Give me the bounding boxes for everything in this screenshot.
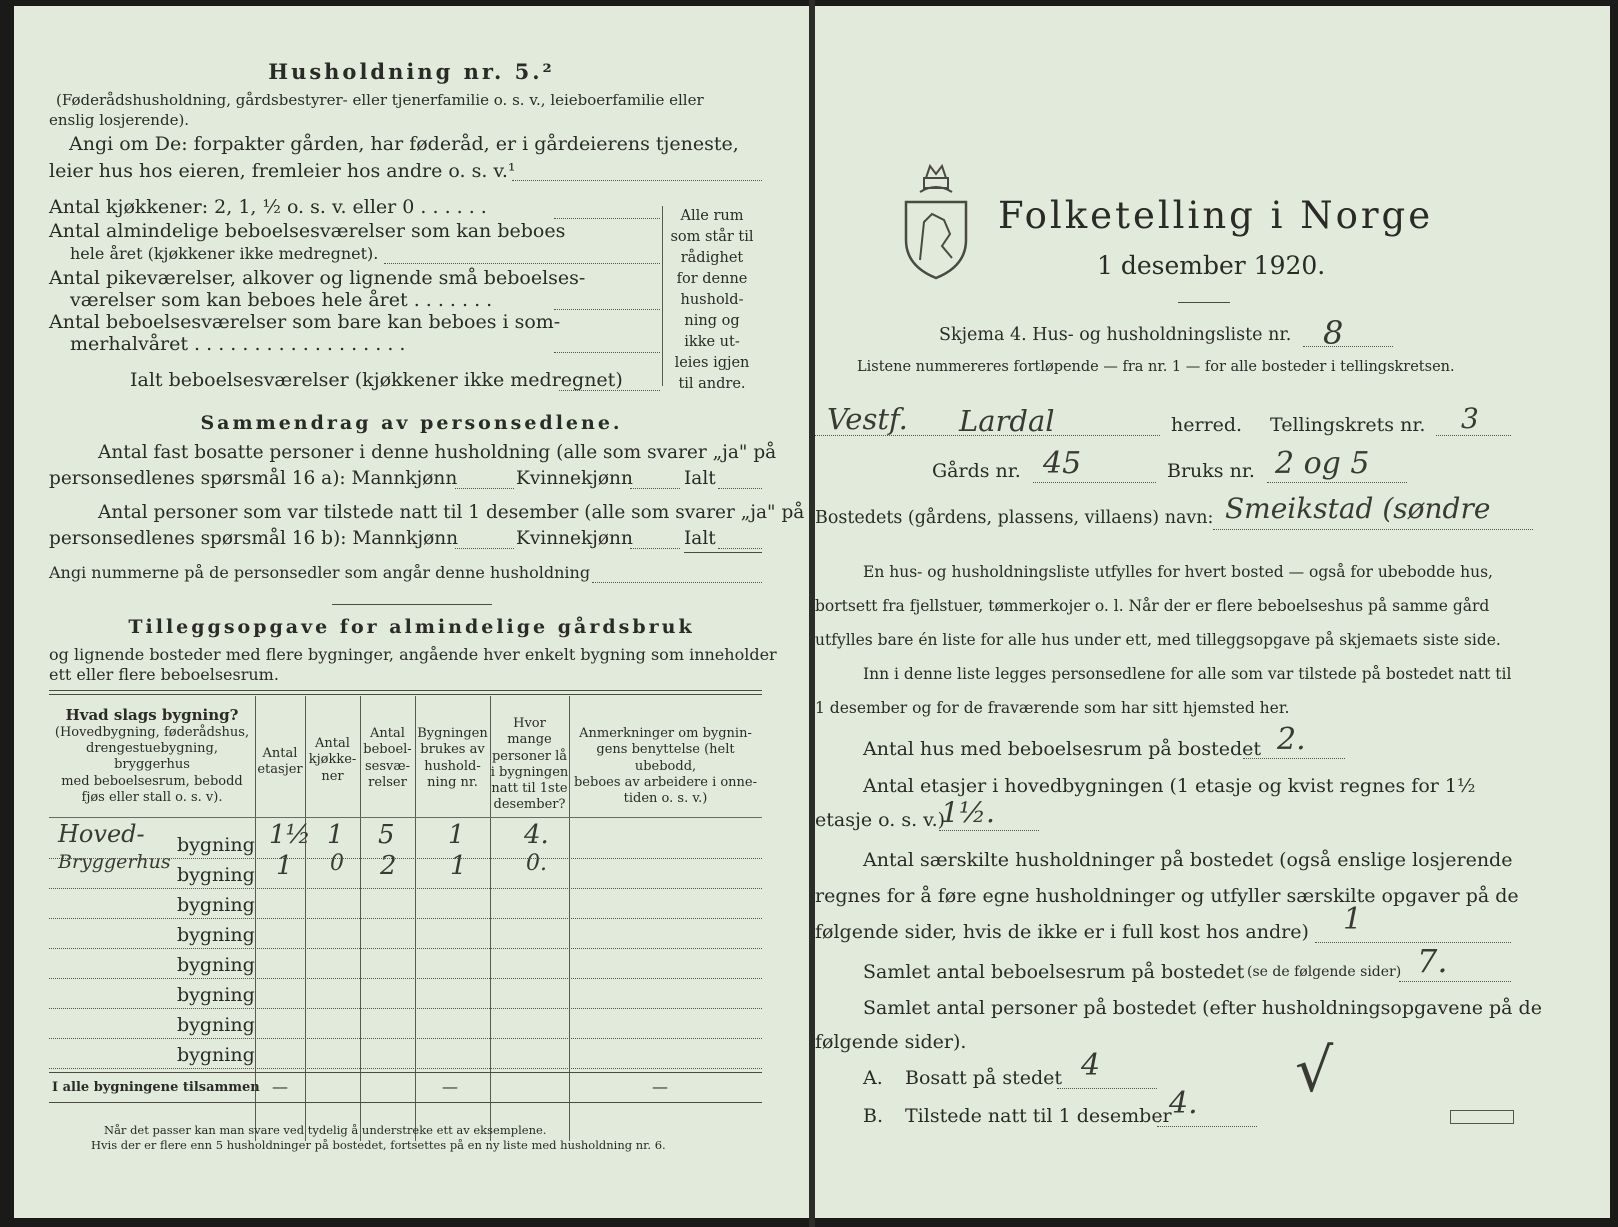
- coat-of-arms-icon: [900, 162, 972, 282]
- header-line: ning nr.: [427, 774, 478, 790]
- p2-female-label: Kvinnekjønn: [516, 528, 633, 549]
- header-line: (Hovedbygning, føderådshus,: [54, 724, 250, 740]
- header-line: hushold-: [424, 758, 481, 774]
- header-line: etasjer: [257, 762, 303, 778]
- gards-line: [1033, 482, 1156, 483]
- bosted-line: [1213, 529, 1533, 530]
- houses-answer: 2.: [1277, 722, 1306, 757]
- herred-label: herred.: [1171, 414, 1243, 436]
- rooms-answer: 7.: [1417, 942, 1448, 980]
- herred-name: Lardal: [959, 404, 1055, 438]
- row-line: [49, 918, 762, 919]
- row-1-kitchens: 1: [327, 820, 344, 850]
- rooms-note-line: leies igjen: [674, 355, 750, 371]
- rooms-brace: [662, 206, 663, 386]
- header-line: drengestuebygning, bryggerhus: [86, 741, 218, 773]
- row-1-floors: 1½: [269, 820, 311, 850]
- household-title: Husholdning nr. 5.²: [268, 59, 555, 84]
- p1-total-label: Ialt: [684, 468, 716, 489]
- summary-p1-a: Antal fast bosatte personer i denne husholdning (alle som svarer „ja" på: [98, 442, 777, 463]
- header-line: sesvæ-: [365, 758, 410, 774]
- q-rooms: Samlet antal beboelsesrum på bostedet: [863, 961, 1245, 983]
- p3-answer-line: [592, 582, 762, 583]
- summary-p1-b: personsedlenes spørsmål 16 a): Mannkjønn: [49, 468, 458, 489]
- total-underline: [684, 552, 762, 553]
- q-houses: Antal hus med beboelsesrum på bostedet: [863, 738, 1262, 760]
- rooms-note-line: som står til: [670, 229, 754, 245]
- row-label: bygning: [177, 1014, 255, 1036]
- bosted-name: Smeikstad (søndre: [1225, 492, 1491, 525]
- header-line: ner: [321, 768, 344, 784]
- total-dash: —: [442, 1077, 458, 1096]
- check-mark: √: [1295, 1036, 1334, 1106]
- schema-nr: 8: [1323, 314, 1344, 352]
- krets-label: Tellingskrets nr.: [1270, 414, 1426, 436]
- rooms-year-answer-line: [384, 263, 660, 264]
- summer-rooms-label-1: Antal beboelsesværelser som bare kan beboes i som-: [49, 311, 561, 333]
- header-line: tiden o. s. v.): [623, 791, 708, 806]
- row-2-household: 1: [450, 851, 467, 881]
- krets-nr: 3: [1461, 402, 1479, 435]
- resident-answer: 4: [1081, 1048, 1101, 1083]
- table-total-top-rule: [49, 1072, 762, 1073]
- rooms-note-line: til andre.: [678, 376, 746, 392]
- header-line: Antal: [315, 736, 350, 751]
- bruks-nr: 2 og 5: [1275, 446, 1370, 481]
- title-separator: [1178, 302, 1230, 303]
- census-date: 1 desember 1920.: [1097, 251, 1326, 280]
- row-line: [49, 888, 762, 889]
- summary-p2-a: Antal personer som var tilstede natt til 1 desember (alle som svarer „ja" på: [98, 502, 805, 523]
- header-line: gens benyttelse (helt ubebodd,: [596, 742, 735, 774]
- table-header-rooms: [360, 726, 415, 791]
- angi-line-2: leier hus hos eieren, fremleier hos andre o. s. v.¹: [49, 160, 516, 182]
- row-label: bygning: [177, 864, 255, 886]
- header-line: relser: [368, 774, 407, 790]
- p1-total-line: [718, 488, 762, 489]
- q-persons-b: følgende sider).: [815, 1031, 967, 1053]
- table-header-persons: [490, 716, 569, 814]
- row-line: [49, 948, 762, 949]
- schema-label: Skjema 4. Hus- og husholdningsliste nr.: [939, 325, 1292, 345]
- q-households-c: følgende sider, hvis de ikke er i full kost hos andre): [815, 921, 1309, 943]
- header-line: fjøs eller stall o. s. v).: [81, 789, 223, 805]
- households-answer: 1: [1343, 902, 1363, 937]
- herred-prefix: Vestf.: [827, 402, 908, 436]
- table-top-rule-2: [49, 694, 762, 695]
- row-2-floors: 1: [276, 851, 293, 881]
- rooms-note-line: hushold-: [680, 292, 744, 308]
- table-top-rule: [49, 690, 762, 691]
- p2-total-label: Ialt: [684, 528, 716, 549]
- row-label: bygning: [177, 894, 255, 916]
- floors-line: [939, 830, 1039, 831]
- summer-rooms-answer-line: [554, 352, 660, 353]
- instruction-3: utfylles bare én liste for alle hus under ett, med tilleggsopgave på skjemaets siste side.: [815, 631, 1501, 649]
- p1-female-line: [630, 488, 680, 489]
- q-rooms-note: (se de følgende sider): [1247, 964, 1402, 980]
- row-1-persons: 4.: [524, 820, 549, 850]
- small-rooms-label-1: Antal pikeværelser, alkover og lignende små beboelses-: [49, 267, 586, 289]
- header-line: Anmerkninger om bygnin-: [579, 726, 752, 741]
- q-resident: Bosatt på stedet: [905, 1067, 1062, 1089]
- row-label: bygning: [177, 924, 255, 946]
- farm-sub-2: ett eller flere beboelsesrum.: [49, 665, 279, 684]
- header-line: personer lå: [491, 748, 568, 764]
- q-resident-label: A.: [863, 1067, 883, 1089]
- header-line: Bygningen: [417, 726, 488, 741]
- row-line: [49, 978, 762, 979]
- intro-line-2: enslig losjerende).: [49, 111, 190, 129]
- gards-label: Gårds nr.: [932, 460, 1021, 482]
- header-line: med beboelsesrum, bebodd: [61, 773, 243, 789]
- p2-female-line: [630, 548, 680, 549]
- intro-line-1: (Føderådshusholdning, gårdsbestyrer- eller tjenerfamilie o. s. v., leieboerfamilie eller: [56, 91, 704, 109]
- p2-total-line: [718, 548, 762, 549]
- table-total-label: I alle bygningene tilsammen: [52, 1080, 260, 1095]
- present-line: [1157, 1126, 1257, 1127]
- summary-p3: Angi nummerne på de personsedler som angår denne husholdning: [49, 563, 591, 582]
- p2-male-line: [455, 548, 514, 549]
- total-rooms-label: Ialt beboelsesværelser (kjøkkener ikke medregnet): [130, 369, 623, 391]
- summer-rooms-label-2: merhalvåret . . . . . . . . . . . . . . . . . .: [70, 333, 406, 355]
- total-rooms-answer-line: [559, 390, 660, 391]
- kitchens-label: Antal kjøkkener: 2, 1, ½ o. s. v. eller 0 . . . . . .: [49, 196, 487, 218]
- left-page: [14, 6, 809, 1218]
- row-line: [49, 1068, 762, 1069]
- instruction-2: bortsett fra fjellstuer, tømmerkojer o. l. Når der er flere beboelseshus på samme gård: [815, 597, 1490, 615]
- header-line: beboes av arbeidere i onne-: [573, 774, 758, 790]
- schema-nr-line: [1303, 346, 1393, 347]
- rooms-line: [1399, 981, 1511, 982]
- table-header-household: [415, 726, 490, 791]
- kitchens-answer-line: [554, 218, 660, 219]
- small-rooms-label-2: værelser som kan beboes hele året . . . . . . .: [70, 289, 493, 311]
- present-answer: 4.: [1169, 1086, 1198, 1121]
- row-2-name: Bryggerhus: [58, 851, 171, 873]
- row-1-household: 1: [448, 820, 465, 850]
- angi-line-1: Angi om De: forpakter gården, har føderåd, er i gårdeierens tjeneste,: [69, 133, 739, 155]
- instruction-4: Inn i denne liste legges personsedlene for alle som var tilstede på bostedet natt til: [863, 665, 1512, 683]
- rooms-note-line: for denne: [676, 271, 748, 287]
- instruction-5: 1 desember og for de fraværende som har sitt hjemsted her.: [815, 699, 1290, 717]
- summary-p2-b: personsedlenes spørsmål 16 b): Mannkjønn: [49, 528, 459, 549]
- rooms-note-line: rådighet: [680, 250, 744, 266]
- table-header-bottom: [49, 817, 762, 818]
- right-page: [815, 6, 1610, 1218]
- summary-title: Sammendrag av personsedlene.: [200, 412, 623, 434]
- row-label: bygning: [177, 1044, 255, 1066]
- farm-sub-1: og lignende bosteder med flere bygninger, angående hver enkelt bygning som inneholder: [49, 645, 777, 664]
- row-line: [49, 1008, 762, 1009]
- q-households-a: Antal særskilte husholdninger på bostedet (også enslige losjerende: [863, 849, 1513, 871]
- footnote-1: Når det passer kan man svare ved tydelig å understreke ett av eksemplene.: [104, 1123, 547, 1137]
- small-rooms-answer-line: [554, 309, 660, 310]
- houses-line: [1243, 758, 1345, 759]
- households-line: [1315, 942, 1511, 943]
- p1-male-line: [455, 488, 514, 489]
- bruks-line: [1267, 482, 1407, 483]
- p1-female-label: Kvinnekjønn: [516, 468, 633, 489]
- instruction-1: En hus- og husholdningsliste utfylles for hvert bosted — også for ubebodde hus,: [863, 563, 1493, 581]
- list-numbering-note: Listene nummereres fortløpende — fra nr. 1 — for alle bosteder i tellingskretsen.: [857, 359, 1455, 375]
- header-line: Hvor mange: [507, 716, 552, 748]
- printer-stamp: [1450, 1110, 1514, 1124]
- rooms-note-line: ikke ut-: [684, 334, 740, 350]
- section-separator: [332, 604, 492, 605]
- row-1-rooms: 5: [378, 820, 395, 850]
- row-1-name: Hoved-: [58, 820, 145, 848]
- census-title: Folketelling i Norge: [998, 194, 1434, 237]
- header-line: i bygningen: [490, 764, 569, 780]
- bosted-label: Bostedets (gårdens, plassens, villaens) navn:: [815, 508, 1214, 528]
- header-line: Hvad slags bygning?: [65, 706, 239, 724]
- krets-line: [1436, 435, 1511, 436]
- rooms-note-line: ning og: [684, 313, 740, 329]
- row-2-rooms: 2: [380, 851, 397, 881]
- gards-nr: 45: [1043, 446, 1082, 481]
- row-2-kitchens: 0: [330, 851, 344, 876]
- table-header-building: [49, 706, 255, 806]
- row-label: bygning: [177, 984, 255, 1006]
- resident-line: [1057, 1088, 1157, 1089]
- table-bottom-rule: [49, 1102, 762, 1103]
- table-header-remarks: [569, 726, 762, 807]
- rooms-year-label-2: hele året (kjøkkener ikke medregnet).: [70, 244, 379, 263]
- q-present: Tilstede natt til 1 desember: [905, 1105, 1172, 1127]
- rooms-year-label-1: Antal almindelige beboelsesværelser som kan beboes: [49, 220, 566, 242]
- angi-answer-line: [512, 180, 762, 181]
- row-label: bygning: [177, 954, 255, 976]
- header-line: Antal: [370, 726, 405, 741]
- header-line: desember?: [493, 797, 566, 813]
- footnote-2: Hvis der er flere enn 5 husholdninger på bostedet, fortsettes på en ny liste med husholdning nr. 6.: [91, 1138, 666, 1152]
- q-persons-a: Samlet antal personer på bostedet (efter husholdningsopgavene på de: [863, 997, 1542, 1019]
- header-line: beboel-: [363, 742, 412, 758]
- row-label: bygning: [177, 834, 255, 856]
- table-header-kitchens: [305, 736, 360, 785]
- q-floors-a: Antal etasjer i hovedbygningen (1 etasje og kvist regnes for 1½: [863, 775, 1476, 797]
- header-line: natt til 1ste: [491, 781, 568, 796]
- row-2-persons: 0.: [526, 851, 547, 876]
- header-line: Antal: [262, 746, 298, 761]
- floors-answer: 1½.: [941, 796, 995, 829]
- header-line: kjøkke-: [308, 752, 357, 768]
- farm-title: Tilleggsopgave for almindelige gårdsbruk: [128, 616, 695, 638]
- rooms-note: [664, 206, 760, 395]
- total-dash: —: [652, 1077, 668, 1096]
- rooms-note-line: Alle rum: [680, 208, 744, 224]
- table-header-floors: [255, 746, 305, 779]
- q-floors-b: etasje o. s. v.): [815, 809, 946, 831]
- q-households-b: regnes for å føre egne husholdninger og utfyller særskilte opgaver på de: [815, 885, 1519, 907]
- total-dash: —: [272, 1077, 288, 1096]
- bruks-label: Bruks nr.: [1167, 460, 1255, 482]
- row-line: [49, 1038, 762, 1039]
- q-present-label: B.: [863, 1105, 884, 1127]
- header-line: brukes av: [420, 742, 485, 758]
